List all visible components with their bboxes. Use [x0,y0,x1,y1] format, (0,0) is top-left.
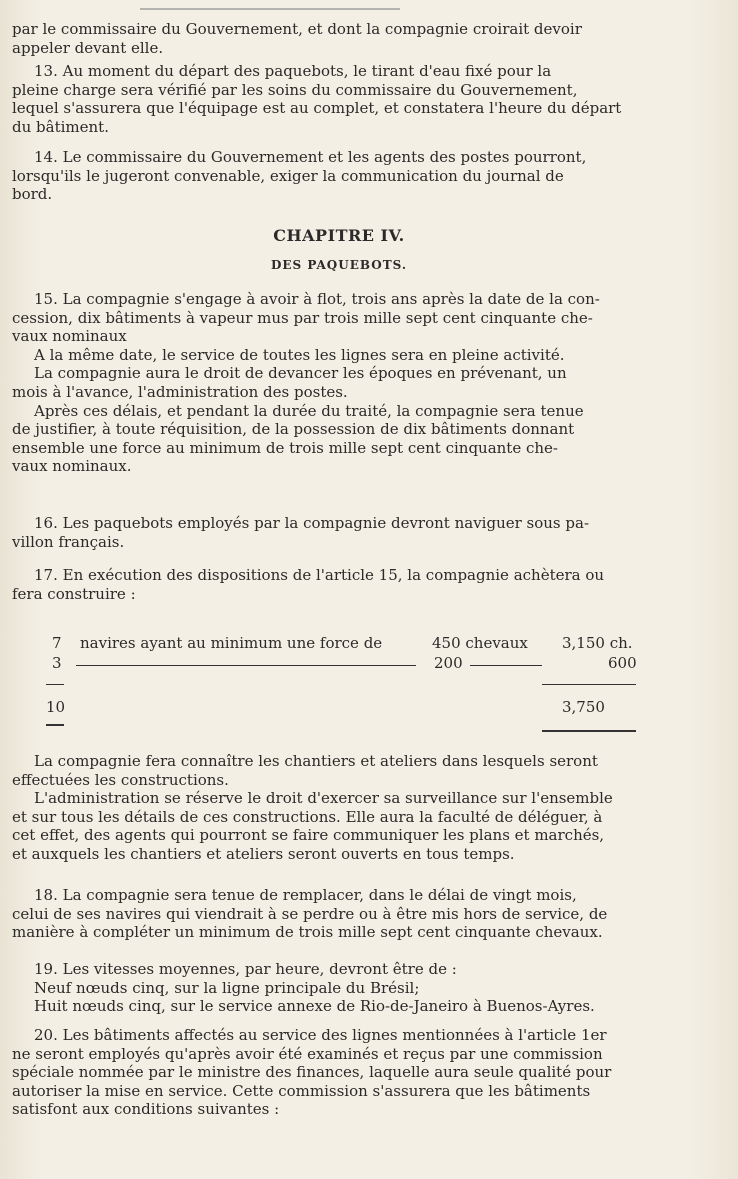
text-line: spéciale nommée par le ministre des finances, laquelle aura seule qualité pour [12,1063,612,1082]
row-total: 3,150 ch. [562,634,633,652]
article-17-continued [12,752,670,864]
row-total: 600 [608,654,637,672]
row-force: 450 chevaux [432,634,528,652]
text-line: vaux nominaux [12,327,127,346]
chapter-title: CHAPITRE IV. [273,226,405,245]
text-line: ne seront employés qu'après avoir été examinés et reçus par une commission [12,1044,603,1063]
text-line: Neuf nœuds cinq, sur la ligne principale du Brésil; [34,978,420,997]
text-line: villon français. [12,532,125,551]
leader-line [470,665,542,666]
text-line: Après ces délais, et pendant la durée du traité, la compagnie sera tenue [34,401,584,420]
text-line: pleine charge sera vérifié par les soins du commissaire du Gouvernement, [12,80,578,99]
sum-double-rule [46,724,64,726]
sum-rule [542,684,636,685]
text-line: La compagnie aura le droit de devancer les époques en prévenant, un [34,364,567,383]
text-line: 16. Les paquebots employés par la compagnie devront naviguer sous pa- [34,514,590,532]
text-line: autoriser la mise en service. Cette commission s'assurera que les bâtiments [12,1081,591,1100]
text-line: cet effet, des agents qui pourront se faire communiquer les plans et marchés, [12,826,605,845]
row-count: 7 [52,634,62,652]
text-line: A la même date, le service de toutes les lignes sera en pleine activité. [34,345,565,364]
table-row [46,654,646,674]
text-line: bord. [12,185,53,204]
text-line: 19. Les vitesses moyennes, par heure, devront être de : [34,960,457,978]
text-line: du bâtiment. [12,117,109,136]
article-18 [12,886,670,942]
text-line: celui de ses navires qui viendrait à se perdre ou à être mis hors de service, de [12,904,608,923]
text-line: de justifier, à toute réquisition, de la possession de dix bâtiments donnant [12,420,575,439]
sum-double-rule [542,730,636,732]
table-sum-row [46,698,646,718]
text-line: et auxquels les chantiers et ateliers seront ouverts en tous temps. [12,844,515,863]
page-number-edge [140,0,400,10]
row-description: navires ayant au minimum une force de [80,634,383,652]
text-line: mois à l'avance, l'administration des postes. [12,382,348,401]
text-line: 13. Au moment du départ des paquebots, le tirant d'eau fixé pour la [34,62,552,80]
chapter-subtitle: DES PAQUEBOTS. [270,258,408,272]
text-line: cession, dix bâtiments à vapeur mus par trois mille sept cent cinquante che- [12,308,593,327]
leader-line [76,665,416,666]
table-row [46,634,646,654]
text-line: fera construire : [12,584,136,603]
text-line: lorsqu'ils le jugeront convenable, exiger la communication du journal de [12,166,564,185]
text-line: et sur tous les détails de ces constructions. Elle aura la faculté de déléguer, à [12,807,603,826]
text-line: manière à compléter un minimum de trois mille sept cent cinquante chevaux. [12,923,603,942]
text-line: 15. La compagnie s'engage à avoir à flot, trois ans après la date de la con- [34,290,600,308]
text-line: ensemble une force au minimum de trois mille sept cent cinquante che- [12,438,558,457]
text-line: 17. En exécution des dispositions de l'article 15, la compagnie achètera ou [34,566,605,584]
article-14 [12,148,670,204]
text-line: L'administration se réserve le droit d'exercer sa surveillance sur l'ensemble [34,789,613,808]
text-line: 14. Le commissaire du Gouvernement et les agents des postes pourront, [34,148,587,166]
text-line: effectuées les constructions. [12,770,229,789]
row-count: 3 [52,654,62,672]
article-16 [12,514,670,551]
text-line: 18. La compagnie sera tenue de remplacer, dans le délai de vingt mois, [34,886,577,904]
text-line: 20. Les bâtiments affectés au service des lignes mentionnées à l'article 1er [34,1026,607,1044]
sum-rule [46,684,64,685]
ships-table [46,634,646,744]
text-line: satisfont aux conditions suivantes : [12,1100,280,1119]
text-line: La compagnie fera connaître les chantiers et ateliers dans lesquels seront [34,752,598,770]
paragraph-continuation [12,20,670,57]
text-line: appeler devant elle. [12,38,164,57]
sum-count: 10 [46,698,66,716]
text-line: par le commissaire du Gouvernement, et dont la compagnie croirait devoir [12,20,582,38]
article-17 [12,566,670,603]
text-line: Huit nœuds cinq, sur le service annexe de Rio-de-Janeiro à Buenos-Ayres. [34,997,595,1016]
text-line: lequel s'assurera que l'équipage est au complet, et constatera l'heure du départ [12,99,622,118]
article-15 [12,290,670,476]
text-line: vaux nominaux. [12,457,132,476]
sum-total: 3,750 [562,698,605,716]
row-force: 200 [434,654,463,672]
article-13 [12,62,670,136]
article-20 [12,1026,670,1119]
article-19 [12,960,670,1016]
